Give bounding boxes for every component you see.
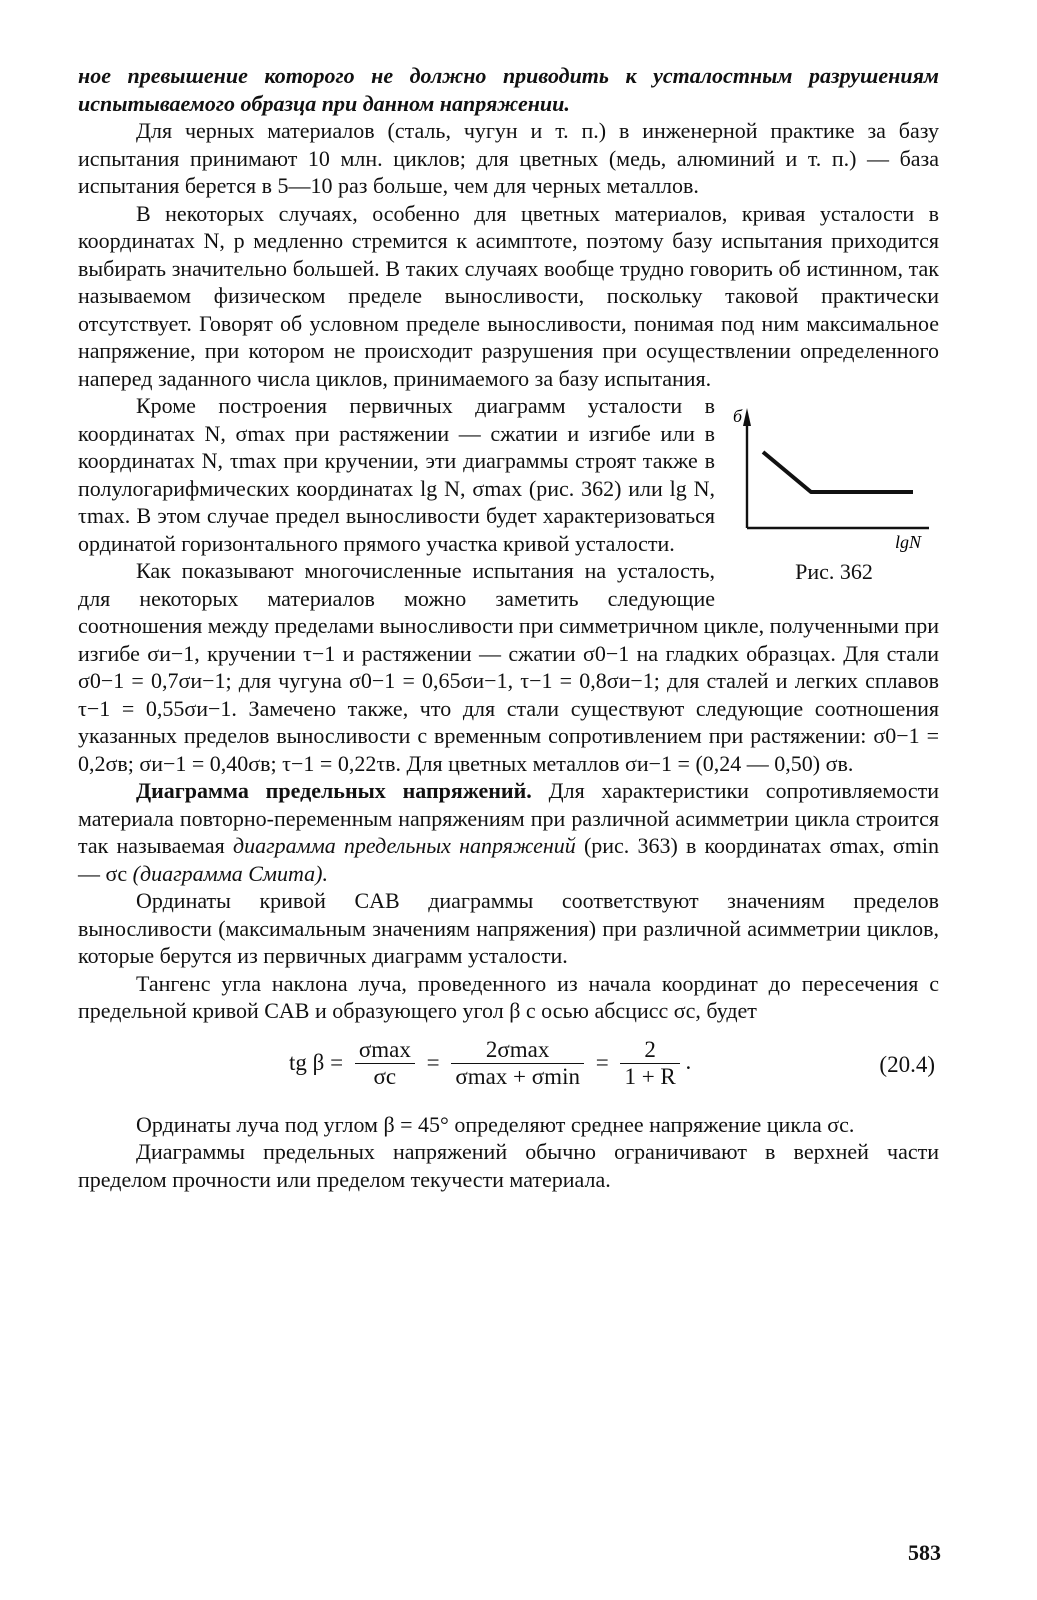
fatigue-curve bbox=[763, 452, 913, 492]
fatigue-curve-diagram bbox=[729, 400, 939, 560]
paragraph-conditional-limit: В некоторых случаях, особенно для цветных материалов, кривая усталости в координатах N, p медленно стремится к асимптоте, поэтому базу испытания приходится выбирать значительно большей. В таких случаях вообще трудно говорить об истинном, так называемом физическом пределе выносливости, поскольку таковой практически отсутствует. Говорят об условном пределе выносливости, понимая под ним максимальное напряжение, при котором не происходит разрушения при осуществлении определенного наперед заданного числа циклов, принимаемого за базу испытания. bbox=[78, 200, 939, 391]
section-heading: Диаграмма предельных напряжений. bbox=[136, 778, 532, 803]
formula-20-4 bbox=[78, 1037, 939, 1093]
equals-sign: = bbox=[426, 1050, 440, 1076]
formula-tail: . bbox=[685, 1048, 692, 1074]
smith-term-2: (диаграмма Смита). bbox=[132, 860, 328, 886]
smith-text-a: Для характеристики сопротивляемости материала повторно-переменным напряжениям при различной асимметрии цикла строится так называемая bbox=[78, 778, 939, 858]
smith-text-b: (рис. 363) в координатах σmax, σmin — σc bbox=[78, 833, 939, 886]
fraction-1 bbox=[355, 1037, 415, 1090]
paragraph-upper-limit: Диаграммы предельных напряжений обычно ограничивают в верхней части пределом прочности или пределом текучести материала. bbox=[78, 1139, 939, 1192]
equals-sign: = bbox=[595, 1050, 609, 1076]
formula-number: (20.4) bbox=[879, 1051, 935, 1077]
paragraph-smith-diagram bbox=[78, 777, 939, 887]
fraction-2 bbox=[451, 1037, 584, 1090]
y-axis-arrow bbox=[743, 408, 751, 426]
figure-caption: Рис. 362 bbox=[795, 559, 873, 584]
x-axis-label: lgN bbox=[895, 532, 922, 552]
formula-body bbox=[283, 1037, 691, 1090]
fraction-2-numerator: 2σmax bbox=[451, 1037, 584, 1064]
paragraph-test-base: Для черных материалов (сталь, чугун и т. п.) в инженерной практике за базу испытания принимают 10 млн. циклов; для цветных (медь, алюминий и т. п.) — база испытания берется в 5—10 раз больше, чем для черных металлов. bbox=[78, 118, 939, 198]
paragraph-45-degree-ray: Ординаты луча под углом β = 45° определяют среднее напряжение цикла σc. bbox=[136, 1111, 855, 1137]
paragraph-tangent: Тангенс угла наклона луча, проведенного из начала координат до пересечения с предельной кривой CAB и образующего угол β с осью абсцисс σc, будет bbox=[78, 970, 939, 1023]
page-number: 583 bbox=[908, 1540, 941, 1565]
fraction-3-denominator: 1 + R bbox=[624, 1063, 676, 1089]
y-axis-label: б bbox=[733, 406, 743, 426]
fraction-2-denominator: σmax + σmin bbox=[455, 1063, 580, 1089]
paragraph-primary-diagrams: Кроме построения первичных диаграмм усталости в координатах N, σmax при растяжении — сжатии и изгибе или в координатах N, τmax при кручении, эти диаграммы строят также в полулогарифмических координатах lg N, σmax (рис. 362) или lg N, τmax. В этом случае предел выносливости будет характеризоваться ординатой горизонтального прямого участка кривой усталости. bbox=[78, 393, 715, 556]
fraction-3 bbox=[620, 1037, 679, 1090]
figure-362 bbox=[729, 400, 939, 586]
formula-lhs: tg β = bbox=[289, 1050, 344, 1076]
smith-term: диаграмма предельных напряжений bbox=[232, 833, 576, 858]
fraction-3-numerator: 2 bbox=[620, 1037, 679, 1064]
opening-line: ное превышение которого не должно приводить к усталостным разрушениям испытываемого образца при данном напряжении. bbox=[78, 63, 939, 116]
fraction-1-numerator: σmax bbox=[355, 1037, 415, 1064]
paragraph-cab-curve: Ординаты кривой CAB диаграммы соответствуют значениям пределов выносливости (максимальным значениям напряжения) при различной асимметрии циклов, которые берутся из первичных диаграмм усталости. bbox=[78, 888, 939, 968]
fraction-1-denominator: σc bbox=[373, 1063, 397, 1089]
paragraph-endurance-ratios: Как показывают многочисленные испытания на усталость, для некоторых материалов можно заметить следующие соотношения между пределами выносливости при симметричном цикле, полученными при изгибе σи−1, кручении τ−1 и растяжении — сжатии σ0−1 на гладких образцах. Для стали σ0−1 = 0,7σи−1; для чугуна σ0−1 = 0,65σи−1, τ−1 = 0,8σи−1; для сталей и легких сплавов τ−1 = 0,55σи−1. Замечено также, что для стали существуют следующие соотношения указанных пределов выносливости с временным сопротивлением при растяжении: σ0−1 = 0,2σв; σи−1 = 0,40σв; τ−1 = 0,22τв. Для цветных металлов σи−1 = (0,24 — 0,50) σв. bbox=[78, 558, 939, 776]
